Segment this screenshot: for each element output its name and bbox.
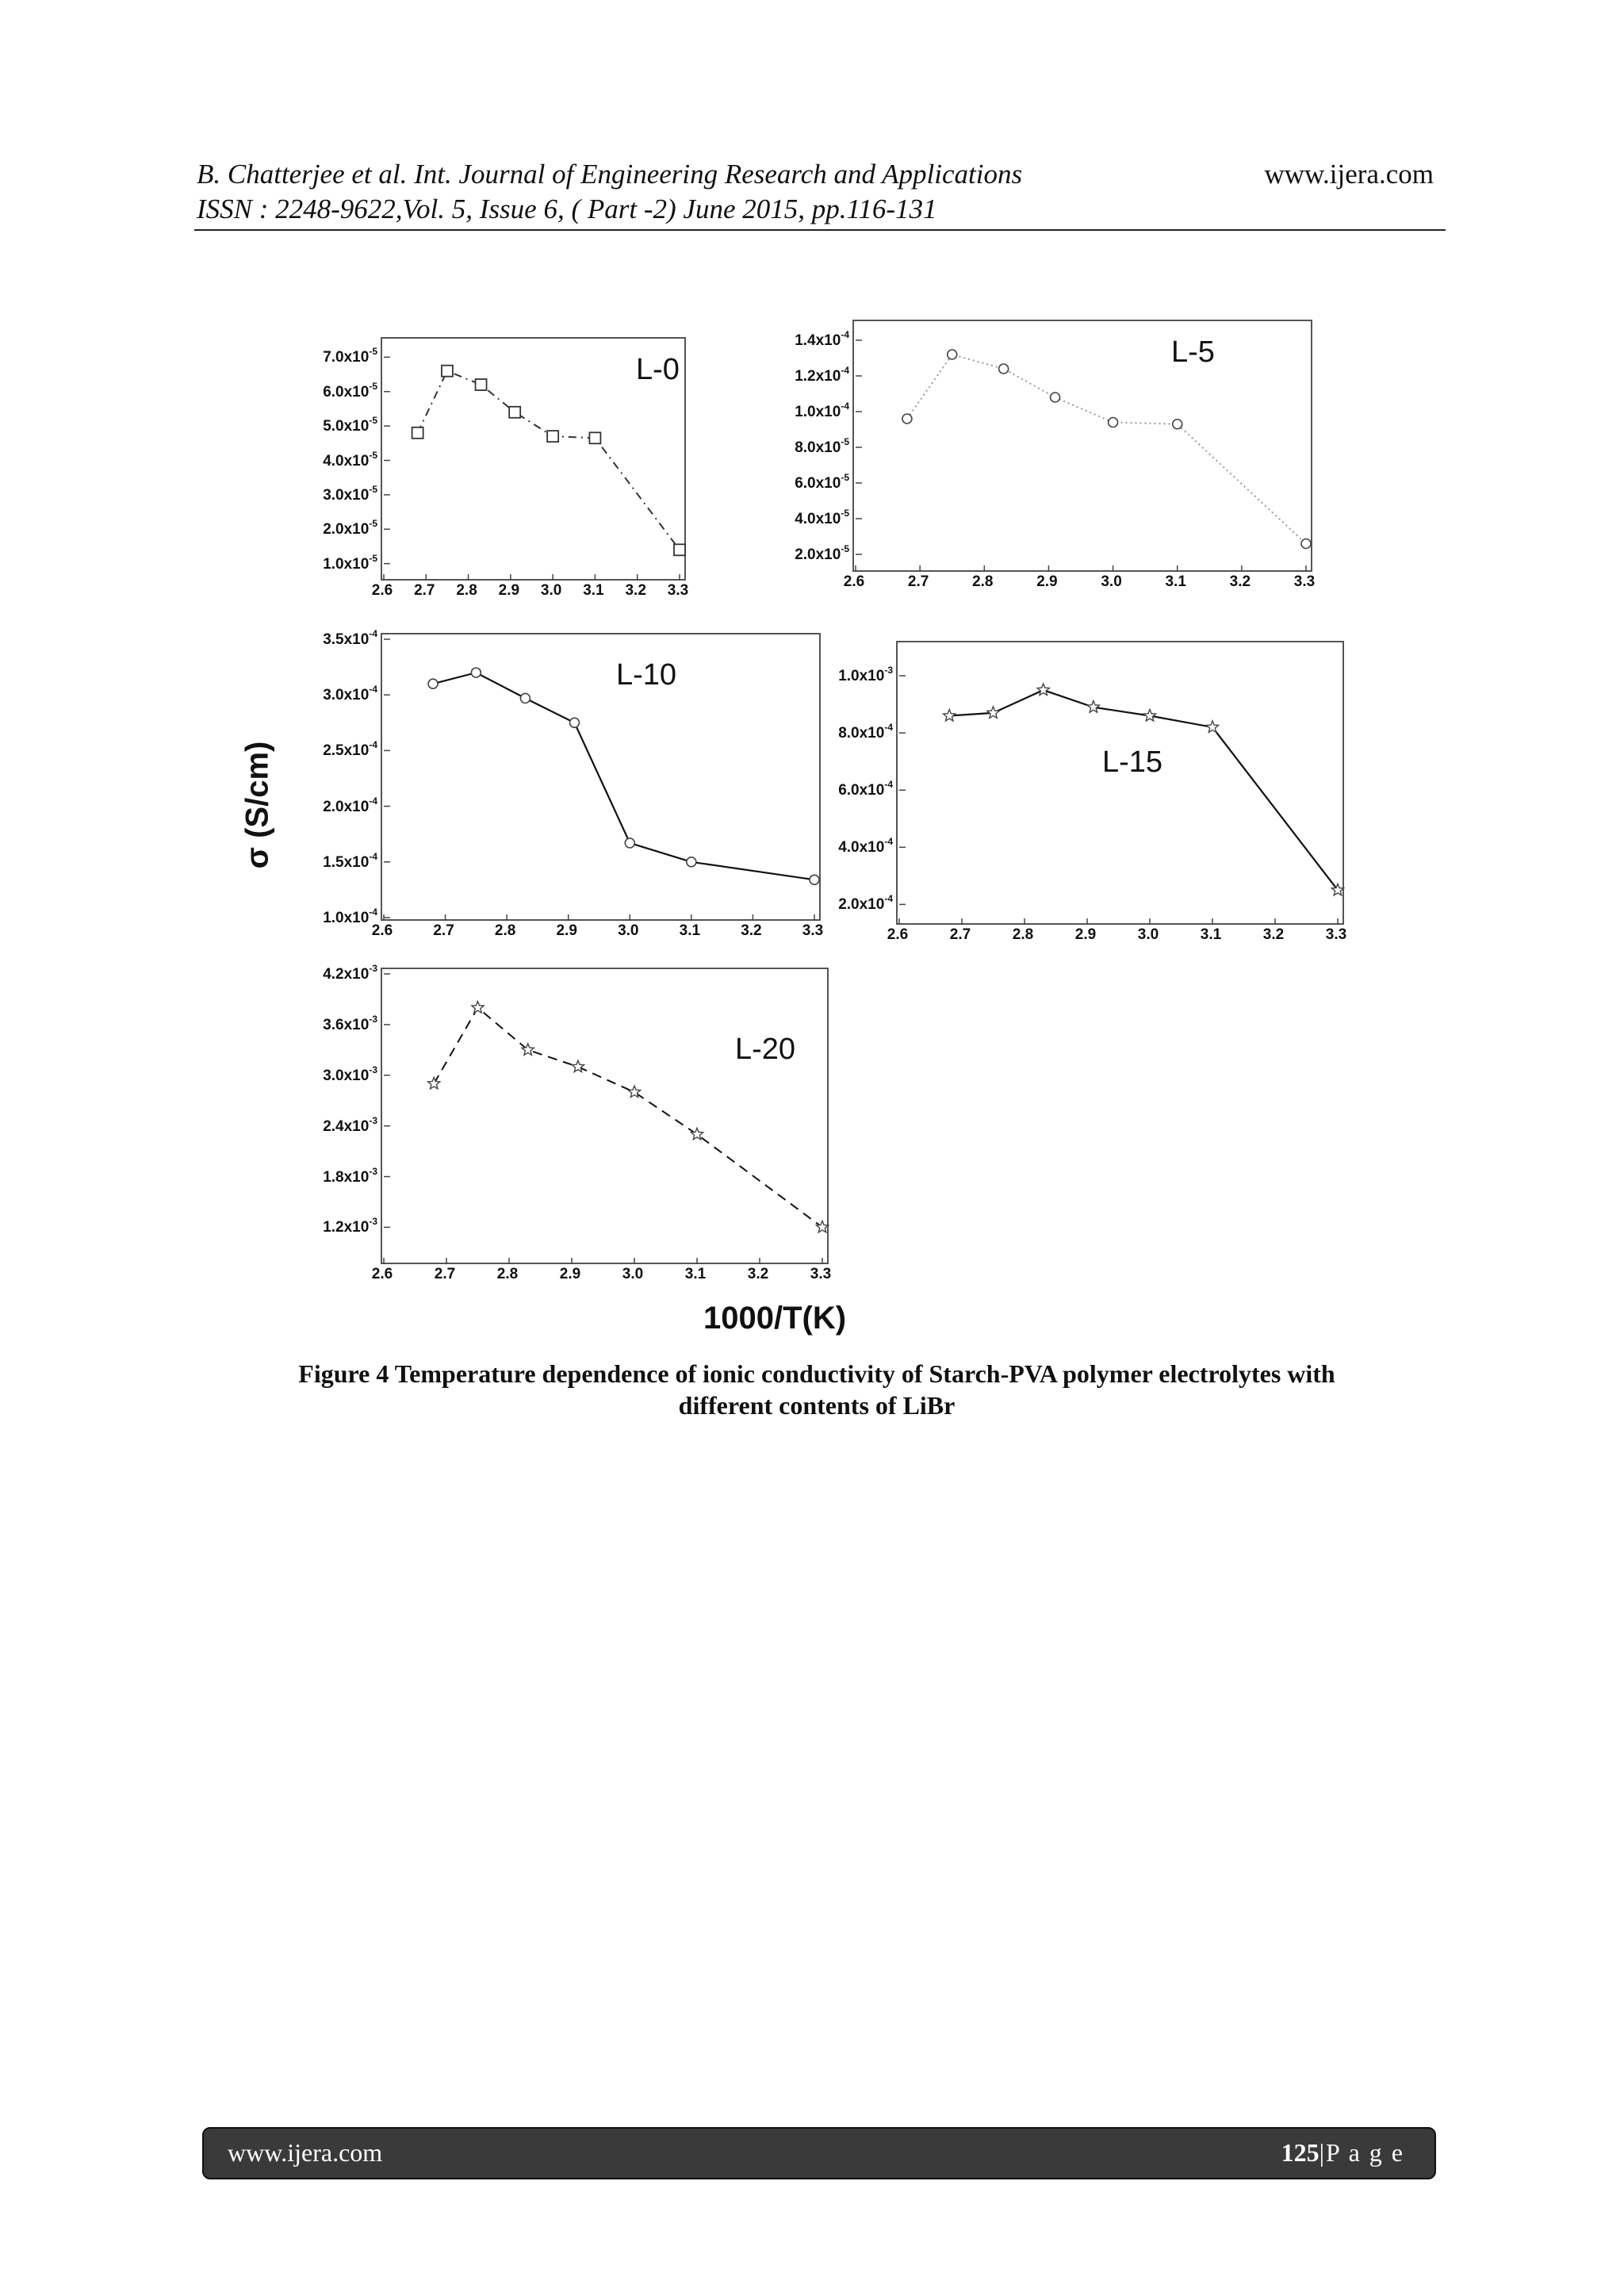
series-line [433, 673, 814, 880]
data-point [472, 1002, 484, 1013]
caption-line-2: different contents of LiBr [678, 1391, 956, 1420]
chart-plot-area [382, 634, 822, 922]
y-tick-label: $6.0x10^{-5}$ [795, 472, 849, 492]
y-tick-label: $8.0x10^{-4}$ [838, 722, 893, 742]
x-tick-label: 3.2 [1262, 926, 1285, 943]
data-point [428, 679, 438, 688]
chart-panel-l-0 [381, 337, 686, 581]
x-tick-label: 3.0 [540, 582, 562, 599]
data-point [944, 710, 956, 721]
y-tick-label: $7.0x10^{-5}$ [323, 346, 377, 366]
x-tick-label: 2.6 [371, 922, 393, 939]
data-point [1051, 393, 1060, 402]
y-tick-label: $5.0x10^{-5}$ [323, 415, 377, 435]
x-tick-label: 3.3 [667, 582, 689, 599]
data-point [999, 364, 1009, 374]
data-point [810, 875, 819, 884]
chart-panel-l-10 [381, 633, 821, 921]
x-tick-label: 3.0 [1101, 573, 1122, 590]
chart-plot-area [382, 339, 688, 582]
page-footer [202, 2127, 1436, 2179]
panel-label: L-5 [1171, 335, 1215, 369]
data-point [520, 693, 530, 703]
y-tick-label: $4.0x10^{-5}$ [323, 449, 377, 470]
data-point [509, 407, 520, 418]
x-tick-label: 3.0 [622, 1266, 644, 1282]
y-tick-label: $1.0x10^{-4}$ [323, 907, 377, 926]
data-point [1301, 539, 1311, 549]
y-tick-label: $1.0x10^{-5}$ [323, 552, 377, 573]
y-tick-label: $2.0x10^{-4}$ [323, 795, 377, 815]
y-tick-label: $2.5x10^{-4}$ [323, 739, 377, 760]
data-point [589, 432, 600, 443]
panel-label: L-15 [1102, 746, 1163, 779]
data-point [674, 544, 685, 555]
y-tick-label: $2.0x10^{-5}$ [323, 518, 377, 539]
y-tick-label: $1.0x10^{-3}$ [838, 665, 893, 685]
journal-website: www.ijera.com [1264, 159, 1434, 190]
chart-panel-l-20 [381, 968, 829, 1264]
journal-citation: B. Chatterjee et al. Int. Journal of Engineering Research and Applications [197, 159, 1023, 190]
x-tick-label: 3.1 [583, 582, 604, 599]
x-tick-label: 2.6 [843, 573, 865, 590]
y-tick-label: $4.2x10^{-3}$ [323, 963, 377, 983]
y-tick-label: $1.0x10^{-4}$ [795, 401, 849, 420]
caption-line-1: Figure 4 Temperature dependence of ionic conductivity of Starch-PVA polymer electrolytes with [298, 1359, 1335, 1388]
data-point [428, 1077, 440, 1088]
panel-label: L-10 [616, 658, 677, 692]
data-point [625, 838, 634, 848]
x-tick-label: 3.1 [1200, 926, 1222, 943]
y-tick-label: $1.2x10^{-3}$ [323, 1216, 377, 1236]
page-number: 125 [1281, 2138, 1320, 2167]
series-line [434, 1008, 822, 1228]
data-point [816, 1221, 828, 1232]
chart-plot-area [382, 969, 830, 1266]
y-tick-label: $3.0x10^{-5}$ [323, 483, 377, 504]
data-point [442, 366, 453, 377]
chart-panel-l-15 [896, 641, 1344, 925]
x-tick-label: 3.0 [1137, 926, 1159, 943]
x-tick-label: 2.7 [434, 1266, 456, 1282]
x-tick-label: 3.2 [747, 1266, 769, 1282]
x-tick-label: 3.3 [802, 922, 824, 939]
data-point [1143, 710, 1155, 721]
x-tick-label: 3.3 [810, 1266, 832, 1282]
y-axis-title: σ (S/cm) [239, 741, 275, 869]
page-word: |P a g e [1319, 2138, 1404, 2167]
panel-label: L-20 [735, 1033, 796, 1066]
x-tick-label: 3.1 [1165, 573, 1186, 590]
data-point [522, 1044, 534, 1055]
x-tick-label: 3.1 [684, 1266, 707, 1282]
data-point [1173, 420, 1182, 429]
x-tick-label: 3.1 [679, 922, 701, 939]
data-point [569, 718, 579, 727]
y-tick-label: $1.2x10^{-4}$ [795, 365, 849, 385]
data-point [948, 350, 957, 359]
x-tick-label: 3.3 [1325, 926, 1347, 943]
data-point [1109, 418, 1118, 427]
x-axis-title: 1000/T(K) [703, 1301, 847, 1336]
x-tick-label: 2.7 [433, 922, 454, 939]
y-tick-label: $2.0x10^{-5}$ [795, 543, 849, 563]
y-tick-label: $1.8x10^{-3}$ [323, 1165, 377, 1186]
chart-plot-area [898, 642, 1346, 926]
header-divider [194, 229, 1446, 231]
y-tick-label: $6.0x10^{-5}$ [323, 380, 377, 401]
panel-label: L-0 [636, 353, 680, 386]
x-tick-label: 3.3 [1293, 573, 1316, 590]
x-tick-label: 2.8 [1012, 926, 1034, 943]
data-point [1206, 721, 1218, 732]
y-tick-label: $8.0x10^{-5}$ [795, 436, 849, 456]
page-indicator [1281, 2138, 1404, 2168]
x-tick-label: 2.9 [1074, 926, 1097, 943]
y-tick-label: $3.5x10^{-4}$ [323, 628, 377, 648]
y-tick-label: $4.0x10^{-5}$ [795, 508, 849, 527]
data-point [471, 668, 481, 677]
chart-plot-area [854, 321, 1314, 573]
x-tick-label: 2.8 [496, 1266, 519, 1282]
y-tick-label: $1.4x10^{-4}$ [795, 329, 849, 349]
chart-panel-l-5 [852, 320, 1312, 572]
x-tick-label: 2.7 [949, 926, 971, 943]
series-line [907, 355, 1306, 544]
y-tick-label: $4.0x10^{-4}$ [838, 836, 893, 857]
journal-header [197, 157, 1022, 227]
x-tick-label: 3.2 [1229, 573, 1251, 590]
x-tick-label: 2.8 [972, 573, 994, 590]
data-point [987, 707, 999, 718]
data-point [412, 427, 423, 439]
issn-line: ISSN : 2248-9622,Vol. 5, Issue 6, ( Part -2) June 2015, pp.116-131 [197, 194, 937, 224]
data-point [687, 857, 696, 867]
data-point [902, 414, 912, 424]
x-tick-label: 3.2 [741, 922, 762, 939]
data-point [1037, 684, 1049, 695]
x-tick-label: 2.7 [907, 573, 929, 590]
x-tick-label: 2.8 [456, 582, 477, 599]
x-tick-label: 2.9 [1036, 573, 1058, 590]
figure-caption [190, 1358, 1443, 1421]
x-tick-label: 3.2 [625, 582, 646, 599]
footer-website: www.ijera.com [228, 2138, 383, 2167]
data-point [572, 1060, 584, 1071]
x-tick-label: 2.6 [887, 926, 909, 943]
y-tick-label: $3.6x10^{-3}$ [323, 1013, 377, 1033]
data-point [1087, 701, 1099, 712]
x-tick-label: 2.9 [556, 922, 577, 939]
y-tick-label: $2.4x10^{-3}$ [323, 1114, 377, 1135]
y-tick-label: $1.5x10^{-4}$ [323, 850, 377, 871]
y-tick-label: $6.0x10^{-4}$ [838, 779, 893, 799]
data-point [547, 431, 558, 442]
y-tick-label: $2.0x10^{-4}$ [838, 893, 893, 914]
y-tick-label: $3.0x10^{-3}$ [323, 1064, 377, 1084]
x-tick-label: 2.7 [414, 582, 435, 599]
series-line [418, 371, 680, 550]
x-tick-label: 2.9 [559, 1266, 581, 1282]
x-tick-label: 2.6 [371, 1266, 393, 1282]
x-tick-label: 2.6 [371, 582, 393, 599]
x-tick-label: 2.9 [498, 582, 520, 599]
data-point [476, 379, 487, 390]
x-tick-label: 2.8 [494, 922, 516, 939]
x-tick-label: 3.0 [618, 922, 639, 939]
y-tick-label: $3.0x10^{-4}$ [323, 684, 377, 704]
series-line [949, 690, 1338, 890]
